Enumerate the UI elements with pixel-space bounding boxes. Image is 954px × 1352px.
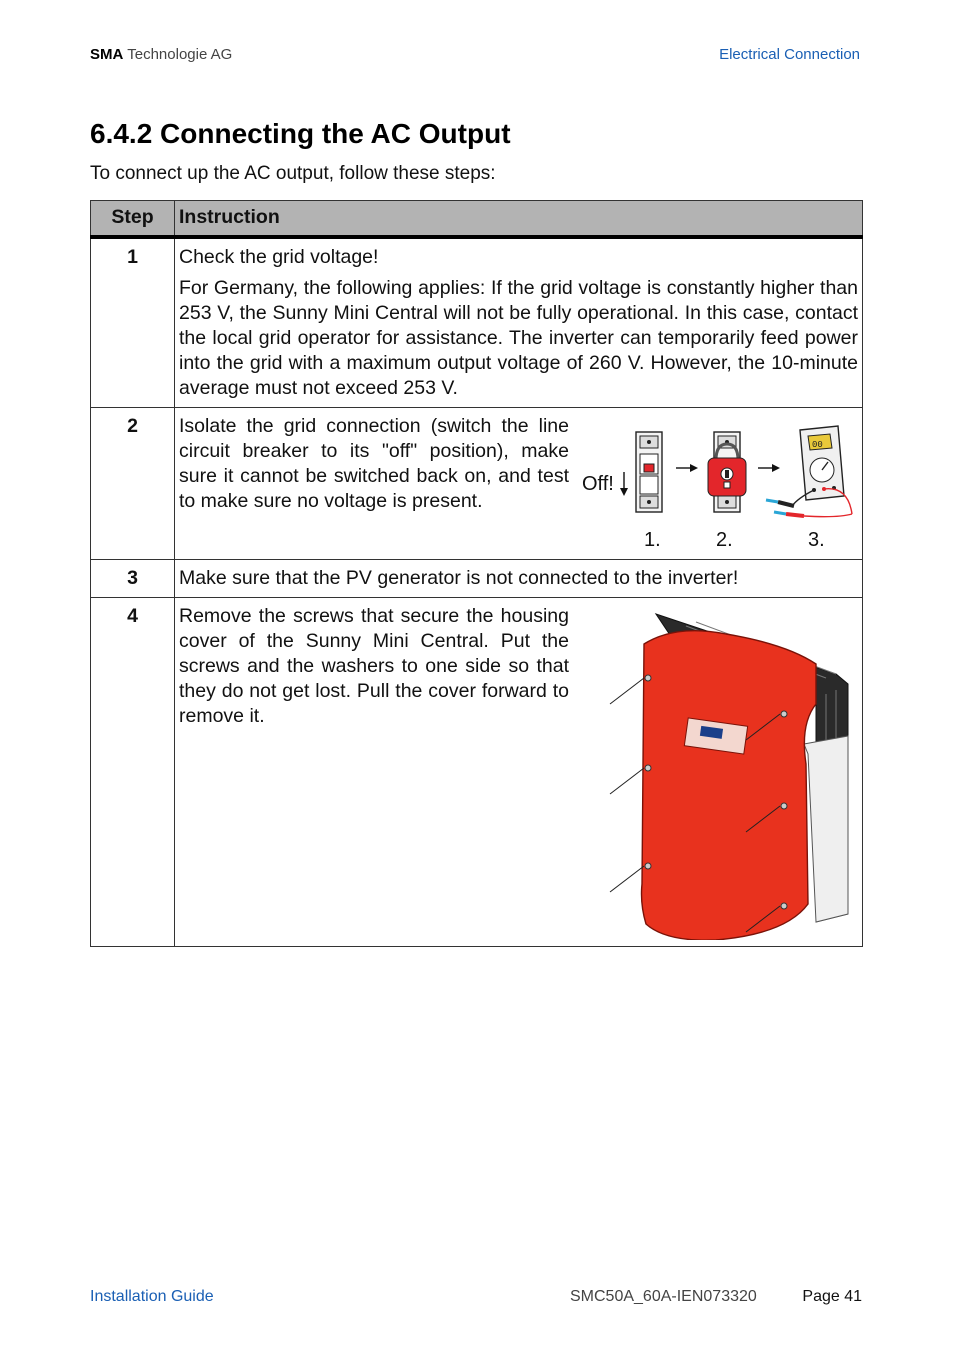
figure-label-1: 1. <box>644 528 661 550</box>
right-arrow-icon <box>758 464 780 472</box>
instruction-cell <box>175 407 863 559</box>
instruction-heading: Check the grid voltage! <box>179 245 379 268</box>
intro-text: To connect up the AC output, follow these steps: <box>90 163 496 184</box>
housing-side-icon <box>804 736 848 922</box>
table-row <box>91 597 863 946</box>
off-label: Off! <box>582 472 614 495</box>
instruction-text: Isolate the grid connection (switch the line circuit breaker to its "off" position), make sure it cannot be switched back on, and test to make sure no voltage is present. <box>179 414 569 512</box>
isolation-steps-figure <box>578 414 858 550</box>
screw-icon <box>645 765 651 771</box>
page-title: 6.4.2 Connecting the AC Output <box>90 118 511 149</box>
circuit-breaker-locked-icon <box>708 432 746 512</box>
screw-icon <box>645 675 651 681</box>
multimeter-display: 00 <box>812 439 823 450</box>
table-row <box>91 237 863 408</box>
step-number: 2 <box>91 407 175 559</box>
step-number: 4 <box>91 597 175 946</box>
instruction-text: Remove the screws that secure the housing cover of the Sunny Mini Central. Put the screws and the washers to one side so that they do not get lost. Pull the cover forward to remove it. <box>179 604 569 727</box>
company-name: Technologie AG <box>127 46 233 63</box>
footer-page-number: Page 41 <box>802 1288 862 1305</box>
running-header-left <box>90 46 232 63</box>
instruction-text: Make sure that the PV generator is not connected to the inverter! <box>175 559 863 597</box>
table-header-row <box>91 201 863 237</box>
multimeter-icon <box>800 426 844 500</box>
circuit-breaker-off-icon <box>636 432 662 512</box>
table-row <box>91 407 863 559</box>
screw-icon <box>781 711 787 717</box>
step-number: 3 <box>91 559 175 597</box>
footer-doc-id: SMC50A_60A-IEN073320 <box>570 1288 757 1305</box>
screw-icon <box>645 863 651 869</box>
down-arrow-icon <box>620 472 628 496</box>
instruction-cell <box>175 237 863 408</box>
figure-label-2: 2. <box>716 528 733 550</box>
step-number: 1 <box>91 237 175 408</box>
footer-doc-type: Installation Guide <box>90 1288 214 1305</box>
brand-name: SMA <box>90 46 124 63</box>
running-header-section: Electrical Connection <box>719 46 860 63</box>
steps-table <box>90 200 863 947</box>
instruction-cell <box>175 597 863 946</box>
right-arrow-icon <box>676 464 698 472</box>
column-header-instruction: Instruction <box>175 201 863 237</box>
figure-label-3: 3. <box>808 528 825 550</box>
inverter-cover-icon <box>642 630 817 939</box>
screw-icon <box>781 903 787 909</box>
inverter-cover-figure <box>586 604 858 940</box>
instruction-detail: For Germany, the following applies: If the grid voltage is constantly higher than 253 V, the Sunny Mini Central will not be fully operational. In this case, contact the local grid operator for assistance. The inverter can temporarily feed power into the grid with a maximum output voltage of 260 V. However, the 10-minute average must not exceed 253 V. <box>179 276 858 399</box>
screw-icon <box>781 803 787 809</box>
column-header-step: Step <box>91 201 175 237</box>
table-row <box>91 559 863 597</box>
